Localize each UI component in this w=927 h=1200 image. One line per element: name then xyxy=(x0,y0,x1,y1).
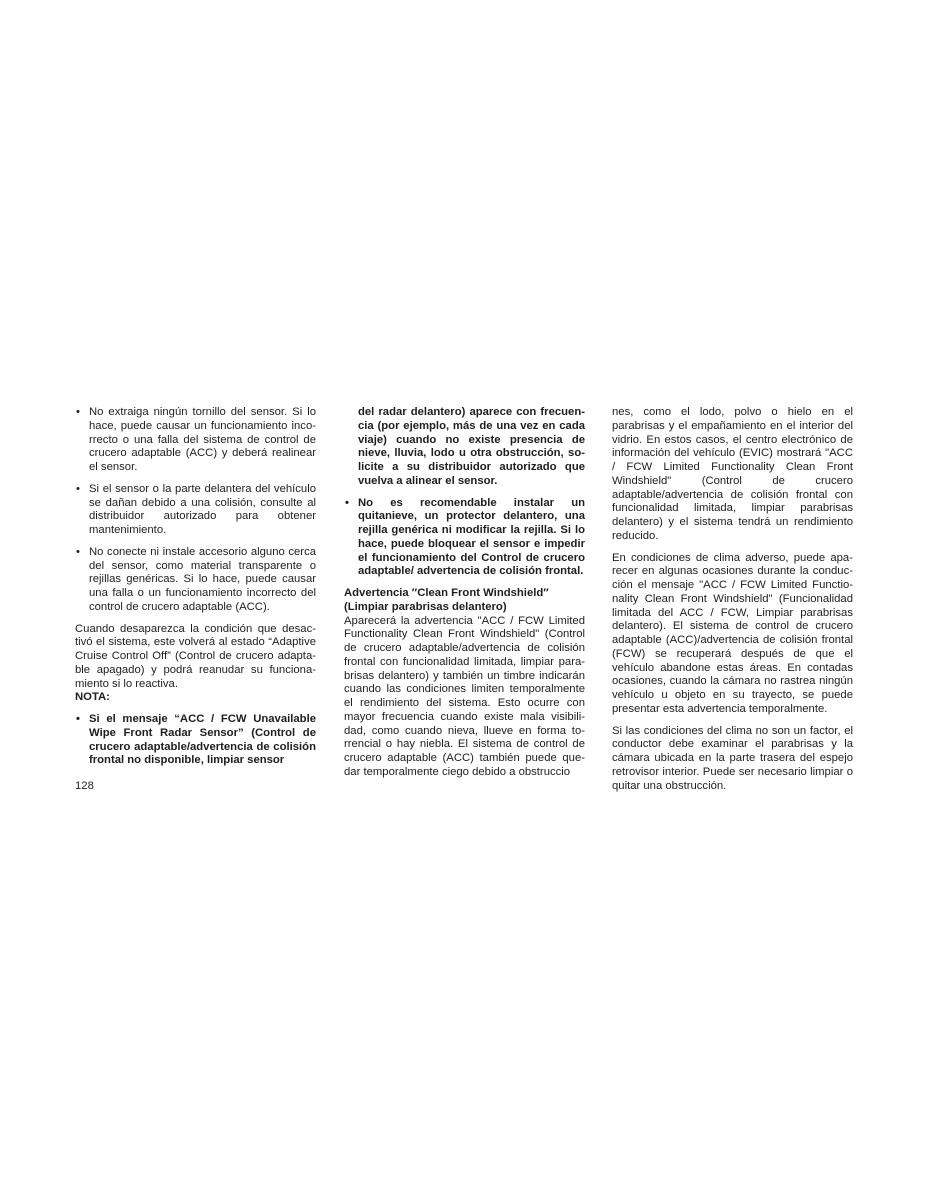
bullet-icon: • xyxy=(76,406,80,418)
column-middle xyxy=(344,406,585,780)
list-item xyxy=(75,546,316,615)
column-right xyxy=(612,406,853,793)
body-paragraph: nes, como el lodo, polvo o hielo en el parabrisas y el empañamiento en el interior del vidrio. En estos casos, el centro electrónico de información del vehículo (EVIC) mostrará "ACC / FCW Limited Functionality Clean Front Windshield" (Control de crucero adaptable/advertencia de colisión frontal con funcionalidad limitada, limpiar parabrisas delantero) y el sistema tendrá un rendimiento reducido. xyxy=(612,406,853,542)
body-paragraph: Aparecerá la advertencia "ACC / FCW Limited Functionality Clean Front Windshield" (Control de crucero adaptable/advertencia de colisión frontal con funcionalidad limitada, limpiar parabrisas delantero) y también un timbre indicarán cuando las condiciones limiten temporalmente el rendimiento del sistema. Esto ocurre con mayor frecuencia cuando existe mala visibilidad, como cuando nieva, llueve en forma torrencial o hay niebla. El sistema de control de crucero adaptable (ACC) también puede quedar temporalmente ciego debido a obstruccio xyxy=(344,614,585,778)
bullet-text: No es recomendable instalar un quitanieve, un protector delantero, una rejilla genérica ni modificar la rejilla. Si lo hace, puede bloquear el sensor e impedir el funcionamiento del Control de crucero adaptable/ advertencia de colisión frontal. xyxy=(358,496,585,578)
note-bullet-continued xyxy=(344,406,585,489)
note-label: NOTA: xyxy=(75,691,110,704)
note-bullet xyxy=(75,713,316,768)
section-heading-line2: (Limpiar parabrisas delantero) xyxy=(344,600,507,613)
bullet-icon: • xyxy=(76,482,80,495)
bullet-text: Si el sensor o la parte delantera del vehículo se dañan debido a una colisión, consulte al distribuidor autorizado para obtener mantenimiento. xyxy=(89,482,316,536)
bullet-text: No conecte ni instale accesorio alguno cerca del sensor, como material transparente o rejillas genéricas. Si lo hace, puede causar una falla o un funcionamiento incorrecto del control de crucero adaptable (ACC). xyxy=(89,545,316,613)
page-number: 128 xyxy=(75,780,94,792)
bullet-text: No extraiga ningún tornillo del sensor. Si lo hace, puede causar un funcionamiento incorrecto o una falla del sistema de control de crucero adaptable (ACC) y deberá realinear el sensor. xyxy=(89,406,316,473)
body-paragraph: Si las condiciones del clima no son un factor, el conductor debe examinar el parabrisas y la cámara ubicada en la parte trasera del espejo retrovisor interior. Puede ser necesario limpiar o quitar una obstrucción. xyxy=(612,724,853,792)
section-heading-line1: Advertencia ″Clean Front Windshield″ xyxy=(344,587,549,599)
list-item xyxy=(75,406,316,475)
section-heading xyxy=(344,587,585,615)
bullet-icon: • xyxy=(345,496,349,509)
list-item xyxy=(344,497,585,580)
list-item xyxy=(75,483,316,538)
bullet-text: del radar delantero) aparece con frecuencia (por ejemplo, más de una vez en cada viaje) cuando no existe presencia de nieve, lluvia, lodo u otra obstrucción, solicite a su distribuidor autorizado que vuelva a alinear el sensor. xyxy=(358,406,585,487)
bullet-icon: • xyxy=(76,713,80,725)
body-paragraph: En condiciones de clima adverso, puede aparecer en algunas ocasiones durante la conducción el mensaje "ACC / FCW Limited Functionality Clean Front Windshield" (Funcionalidad limitada del ACC / FCW, Limpiar parabrisas delantero). El sistema de control de crucero adaptable (ACC)/advertencia de colisión frontal (FCW) se recuperará después de que el vehículo abandone estas áreas. En contadas ocasiones, cuando la cámara no rastrea ningún vehículo u objeto en su trayecto, se puede presentar esta advertencia temporalmente. xyxy=(612,551,853,715)
column-left xyxy=(75,406,316,776)
body-paragraph: Cuando desaparezca la condición que desactivó el sistema, este volverá al estado “Adaptive Cruise Control Off” (Control de crucero adaptable apagado) y podrá reanudar su funcionamiento si lo reactiva. xyxy=(75,622,316,690)
bullet-text: Si el mensaje “ACC / FCW Unavailable Wipe Front Radar Sensor” (Control de crucero adaptable/advertencia de colisión frontal no disponible, limpiar sensor xyxy=(89,713,316,767)
bullet-icon: • xyxy=(76,545,80,558)
